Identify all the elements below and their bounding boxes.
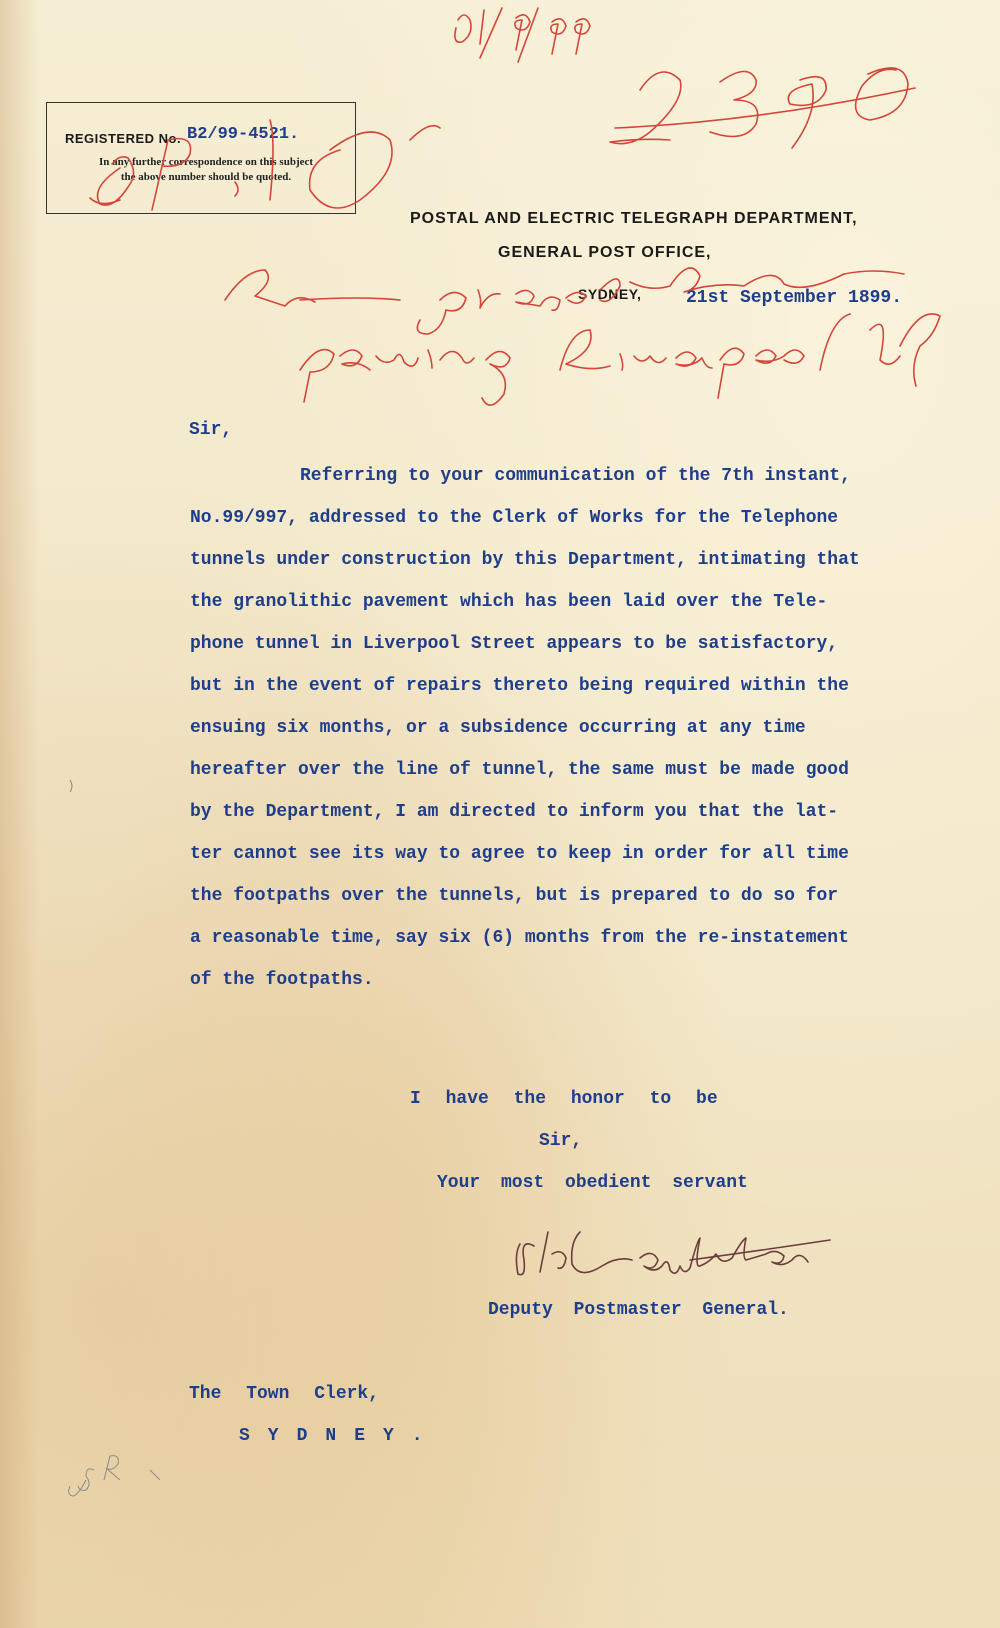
body-line: a reasonable time, say six (6) months from the re-instatement [190,928,849,948]
margin-initials [69,780,160,1496]
registration-note-line-1: In any further correspondence on this subject [98,156,314,168]
signatory-title: Deputy Postmaster General. [488,1300,789,1320]
closing-line-3: Your most obedient servant [437,1173,748,1193]
letter-date: 21st September 1899. [686,288,903,308]
registration-number: B2/99-4521. [187,125,300,144]
registration-label: REGISTERED No. [65,131,182,146]
body-line: of the footpaths. [190,970,374,990]
body-line: ter cannot see its way to agree to keep in order for all time [190,844,849,864]
body-line: Referring to your communication of the 7th instant, [300,466,851,486]
registration-note-line-2: the above number should be quoted. [120,171,292,183]
signature [516,1232,830,1275]
handwritten-file-number [610,68,915,148]
body-line: hereafter over the line of tunnel, the same must be made good [190,760,849,780]
salutation: Sir, [189,420,233,440]
body-line: ensuing six months, or a subsidence occurring at any time [190,718,806,738]
body-line: the granolithic pavement which has been laid over the Tele- [190,592,828,612]
body-line: but in the event of repairs thereto being required within the [190,676,849,696]
closing-line-2: Sir, [539,1131,583,1151]
addressee-city: SYDNEY. [239,1426,441,1446]
letterhead-city: SYDNEY, [578,286,642,302]
handwritten-subject-line-2 [300,314,940,405]
letterhead-office: GENERAL POST OFFICE, [498,244,712,261]
letterhead-department: POSTAL AND ELECTRIC TELEGRAPH DEPARTMENT, [410,210,858,227]
body-line: No.99/997, addressed to the Clerk of Works for the Telephone [190,508,839,528]
body-line: by the Department, I am directed to inform you that the lat- [190,802,839,822]
handwritten-subject-line-1 [225,268,904,334]
body-line: tunnels under construction by this Department, intimating that [190,550,860,570]
body-line: phone tunnel in Liverpool Street appears to be satisfactory, [190,634,839,654]
addressee-name: The Town Clerk, [189,1384,380,1404]
closing-line-1: I have the honor to be [410,1089,718,1109]
body-line: the footpaths over the tunnels, but is prepared to do so for [190,886,839,906]
handwritten-initials-mark [90,120,440,210]
handwritten-top-date [455,8,590,62]
